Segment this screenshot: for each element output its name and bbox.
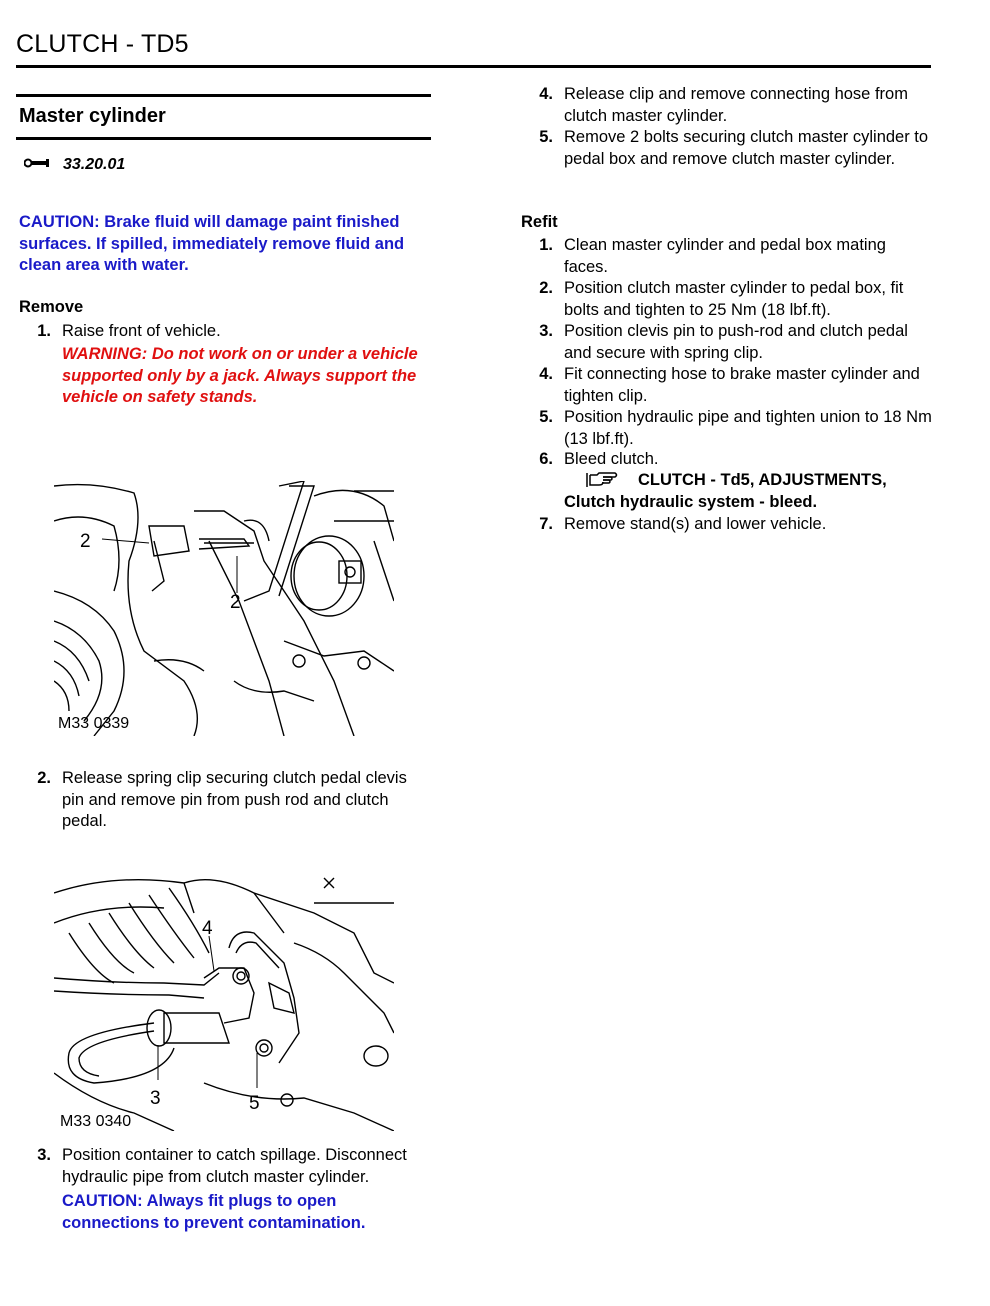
refit-step-3-number: 3. bbox=[539, 322, 553, 340]
section-title: Master cylinder bbox=[19, 105, 166, 127]
remove-step-2-text: Release spring clip securing clutch pedal clevis pin and remove pin from push rod and clutch pedal. bbox=[62, 769, 407, 830]
page-header-title: CLUTCH - TD5 bbox=[16, 30, 189, 58]
refit-step-7-number: 7. bbox=[539, 515, 553, 533]
callout-4: 4 bbox=[202, 918, 213, 939]
cross-reference-bleed[interactable]: CLUTCH - Td5, ADJUSTMENTS, Clutch hydraulic system - bleed. bbox=[564, 471, 887, 511]
callout-3: 3 bbox=[150, 1088, 161, 1109]
caution-plugs: CAUTION: Always fit plugs to open connections to prevent contamination. bbox=[62, 1192, 366, 1232]
remove-heading: Remove bbox=[19, 298, 84, 316]
figure-m33-0339 bbox=[54, 481, 394, 736]
callout-5: 5 bbox=[249, 1093, 260, 1114]
refit-step-6-number: 6. bbox=[539, 450, 553, 468]
refit-heading: Refit bbox=[521, 213, 558, 231]
refit-step-7-text: Remove stand(s) and lower vehicle. bbox=[564, 515, 827, 533]
refit-step-2-number: 2. bbox=[539, 279, 553, 297]
header-rule bbox=[16, 65, 931, 68]
figure-m33-0340 bbox=[54, 873, 394, 1131]
remove-step-3-text: Position container to catch spillage. Disconnect hydraulic pipe from clutch master cylinder. bbox=[62, 1146, 407, 1186]
section-rule-bottom bbox=[16, 137, 431, 140]
wrench-icon bbox=[24, 155, 52, 171]
refit-step-5-number: 5. bbox=[539, 408, 553, 426]
refit-step-5-text: Position hydraulic pipe and tighten union to 18 Nm (13 lbf.ft). bbox=[564, 408, 932, 448]
section-rule-top bbox=[16, 94, 431, 97]
operation-code: 33.20.01 bbox=[63, 156, 126, 173]
refit-step-6-text: Bleed clutch. bbox=[564, 450, 659, 468]
refit-step-3-text: Position clevis pin to push-rod and clutch pedal and secure with spring clip. bbox=[564, 322, 908, 362]
refit-step-4-number: 4. bbox=[539, 365, 553, 383]
caution-paint: CAUTION: Brake fluid will damage paint finished surfaces. If spilled, immediately remove fluid and clean area with water. bbox=[19, 213, 405, 274]
callout-2b: 2 bbox=[230, 592, 241, 613]
figure-id-m33-0340: M33 0340 bbox=[60, 1113, 132, 1130]
warning-jack: WARNING: Do not work on or under a vehicle supported only by a jack. Always support the vehicle on safety stands. bbox=[62, 345, 418, 406]
figure-id-m33-0339: M33 0339 bbox=[58, 715, 130, 732]
remove-step-1-text: Raise front of vehicle. bbox=[62, 322, 221, 340]
remove-step-5-text: Remove 2 bolts securing clutch master cylinder to pedal box and remove clutch master cylinder. bbox=[564, 128, 929, 168]
refit-step-2-text: Position clutch master cylinder to pedal box, fit bolts and tighten to 25 Nm (18 lbf.ft). bbox=[564, 279, 904, 319]
remove-step-2-number: 2. bbox=[37, 769, 51, 787]
remove-step-1-number: 1. bbox=[37, 322, 51, 340]
remove-step-4-text: Release clip and remove connecting hose from clutch master cylinder. bbox=[564, 85, 908, 125]
refit-step-4-text: Fit connecting hose to brake master cylinder and tighten clip. bbox=[564, 365, 920, 405]
remove-step-4-number: 4. bbox=[539, 85, 553, 103]
callout-2a: 2 bbox=[80, 531, 91, 552]
remove-step-5-number: 5. bbox=[539, 128, 553, 146]
refit-step-1-number: 1. bbox=[539, 236, 553, 254]
remove-step-3-number: 3. bbox=[37, 1146, 51, 1164]
refit-step-1-text: Clean master cylinder and pedal box mating faces. bbox=[564, 236, 886, 276]
